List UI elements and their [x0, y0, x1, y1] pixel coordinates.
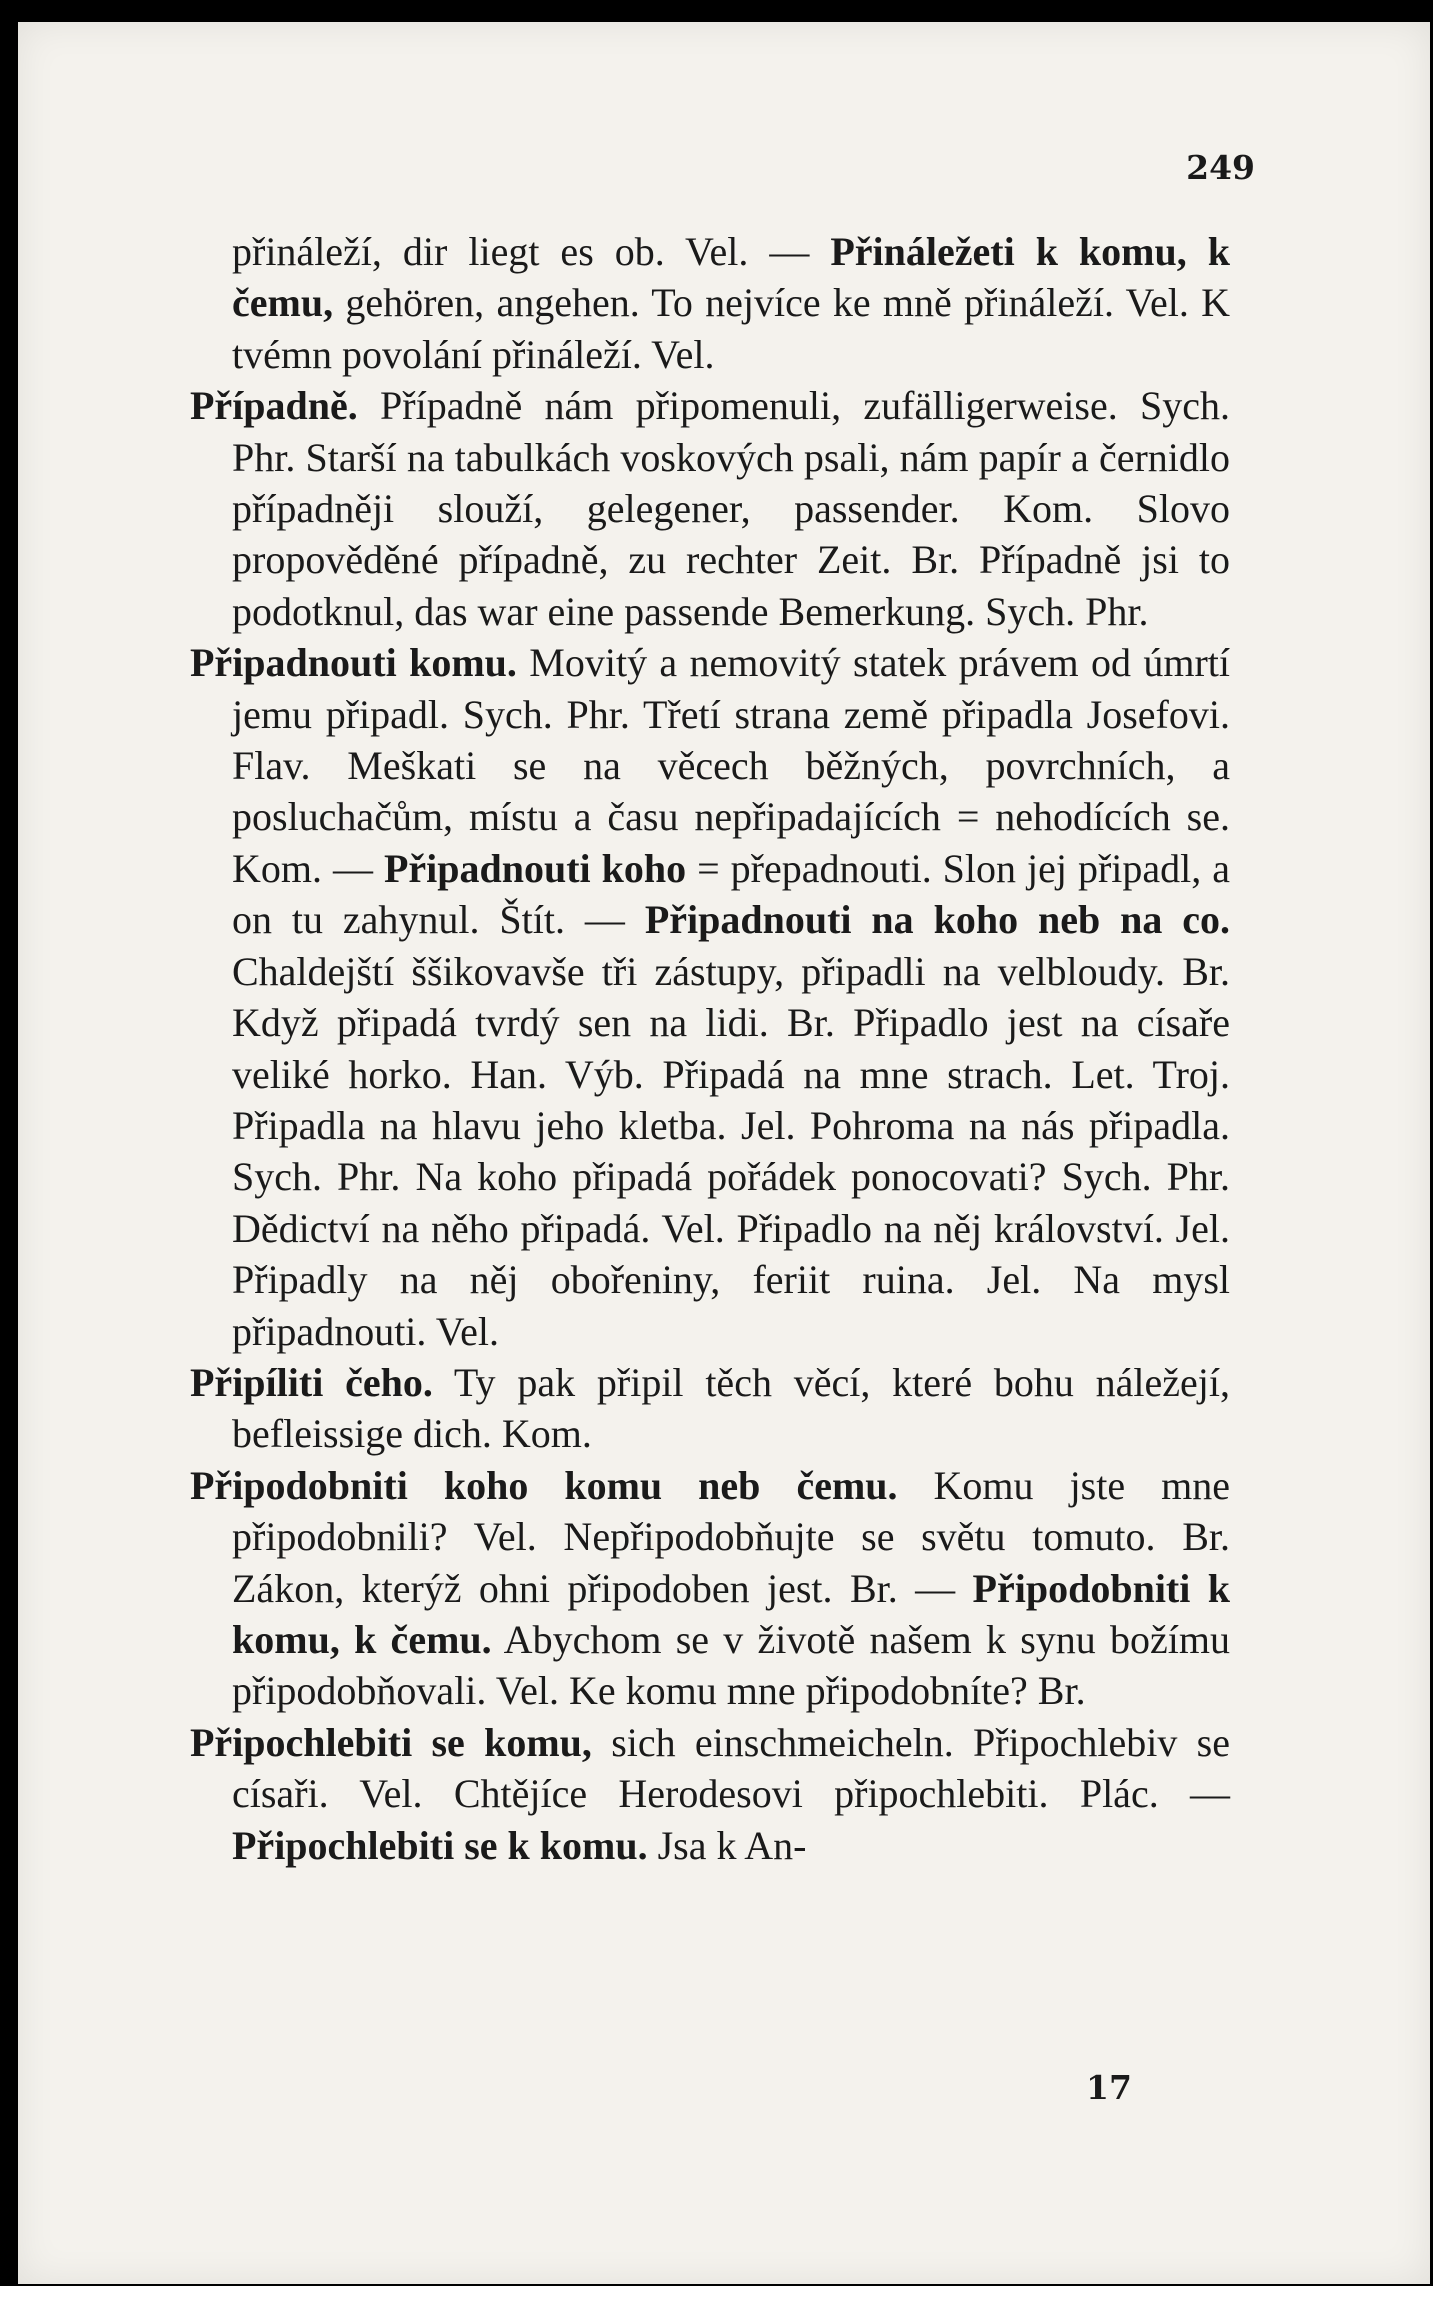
headword: Připochlebiti se komu,: [190, 1719, 592, 1765]
entry-text: Abychom se v životě našem k synu božímu připodobňovali. Vel. Ke komu mne připodobníte? Br.: [232, 1616, 1230, 1714]
headword: Připadnouti na koho neb na co.: [644, 897, 1231, 943]
entry-text: = přepadnouti. Slon jej připadl, a on tu zahynul. Štít. —: [232, 845, 1230, 943]
dictionary-entry: [190, 226, 1230, 380]
headword: Připíliti čeho.: [190, 1359, 433, 1405]
headword: Přináležeti k komu, k čemu,: [232, 229, 1230, 326]
entry-text: Komu jste mne připodobnili? Vel. Nepřipodobňujte se světu tomuto. Br. Zákon, kterýž ohni připodoben jest. Br. —: [232, 1462, 1230, 1611]
dictionary-text: [190, 226, 1230, 1871]
headword: Připochlebiti se k komu.: [232, 1822, 648, 1868]
entry-text: Jsa k An-: [647, 1822, 807, 1868]
entry-text: Případně nám připomenuli, zufälligerweise. Sych. Phr. Starší na tabulkách voskových psali, nám papír a černidlo případněji slouží, gelegener, passender. Kom. Slovo propověděné případně, zu rechter Zeit. Br. Případně jsi to podotknul, das war eine passende Bemerkung. Sych. Phr.: [232, 383, 1230, 634]
entry-text: Chaldejští ššikovavše tři zástupy, připadli na velbloudy. Br. Když připadá tvrdý sen na lidi. Br. Připadlo jest na císaře veliké horko. Han. Výb. Připadá na mne strach. Let. Troj. Připadla na hlavu jeho kletba. Jel. Pohroma na nás připadla. Sych. Phr. Na koho připadá pořádek ponocovati? Sych. Phr. Dědictví na něho připadá. Vel. Připadlo na něj království. Jel. Připadly na něj obořeniny, feriit ruina. Jel. Na mysl připadnouti. Vel.: [232, 948, 1230, 1354]
headword: Připodobniti koho komu neb čemu.: [190, 1462, 898, 1508]
dictionary-entry: [190, 380, 1230, 637]
headword: Připodobniti k komu, k čemu.: [232, 1565, 1231, 1662]
headword: Připadnouti komu.: [190, 640, 517, 686]
entry-text: Ty pak připil těch věcí, které bohu náležejí, befleissige dich. Kom.: [232, 1359, 1230, 1457]
dictionary-entry: [190, 1717, 1230, 1871]
headword: Připadnouti koho: [383, 845, 687, 891]
dictionary-entry: [190, 1460, 1230, 1717]
entry-text: gehören, angehen. To nejvíce ke mně přináleží. Vel. K tvémn povolání přináleží. Vel.: [232, 280, 1230, 377]
signature-mark: 17: [1086, 2068, 1132, 2107]
scan-border-bottom: [0, 2286, 1447, 2298]
headword: Případně.: [190, 383, 358, 429]
scan-border-right: [1433, 0, 1447, 2298]
entry-text: Movitý a nemovitý statek právem od úmrtí jemu připadl. Sych. Phr. Třetí strana země připadla Josefovi. Flav. Meškati se na věcech běžných, povrchních, a posluchačům, místu a času nepřipadajících = nehodících se. Kom. —: [232, 640, 1231, 891]
entry-text: sich einschmeicheln. Připochlebiv se císaři. Vel. Chtějíce Herodesovi připochlebiti. Plác. —: [232, 1719, 1230, 1817]
entry-text: přináleží, dir liegt es ob. Vel. —: [232, 229, 831, 274]
page-number: 249: [1186, 148, 1255, 187]
dictionary-entry: [190, 637, 1230, 1357]
dictionary-entry: [190, 1357, 1230, 1460]
